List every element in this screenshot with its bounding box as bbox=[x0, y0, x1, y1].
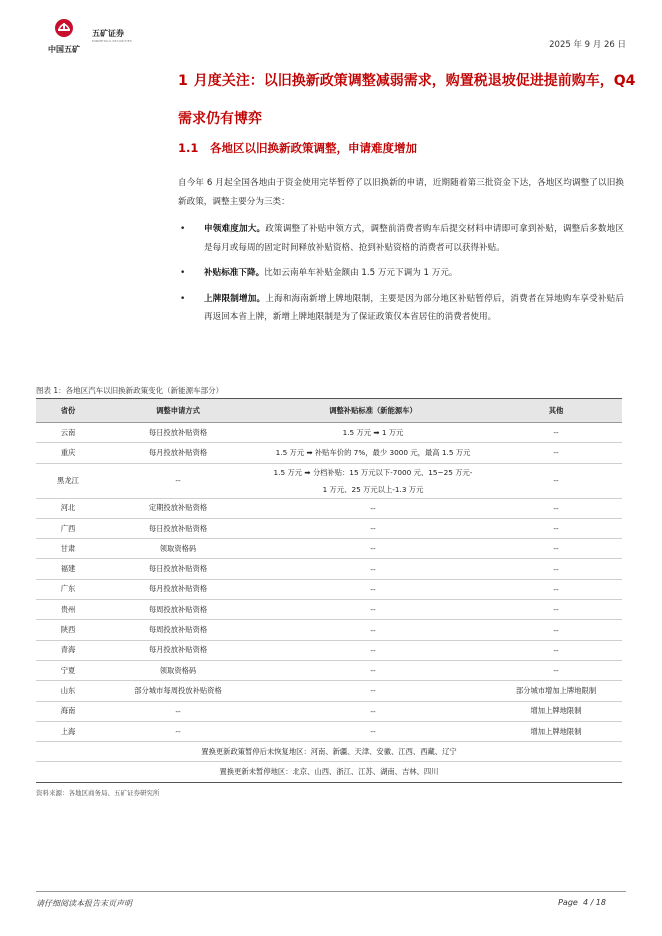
standard-cell: -- bbox=[256, 701, 490, 721]
province-cell: 上海 bbox=[36, 721, 100, 741]
bullet-item bbox=[178, 220, 624, 257]
province-cell: 山东 bbox=[36, 681, 100, 701]
other-cell: -- bbox=[490, 559, 622, 579]
summary-cell: 置换更新政策暂停后未恢复地区：河南、新疆、天津、安徽、江西、西藏、辽宁 bbox=[36, 742, 622, 762]
standard-cell: -- bbox=[256, 579, 490, 599]
method-cell: -- bbox=[100, 463, 256, 498]
minmetals-emblem-icon bbox=[54, 18, 74, 38]
standard-cell: -- bbox=[256, 681, 490, 701]
method-cell: 部分城市每周投放补贴资格 bbox=[100, 681, 256, 701]
other-cell: -- bbox=[490, 640, 622, 660]
standard-cell: -- bbox=[256, 600, 490, 620]
table-row bbox=[36, 640, 622, 660]
province-cell: 重庆 bbox=[36, 443, 100, 463]
standard-cell: -- bbox=[256, 660, 490, 680]
other-cell: -- bbox=[490, 539, 622, 559]
standard-cell bbox=[256, 463, 490, 498]
standard-cell: -- bbox=[256, 498, 490, 518]
method-cell: 领取资格码 bbox=[100, 539, 256, 559]
table-row bbox=[36, 559, 622, 579]
method-cell: 每周投放补贴资格 bbox=[100, 620, 256, 640]
table-row bbox=[36, 423, 622, 443]
policy-table bbox=[36, 398, 622, 783]
section-number: 1 bbox=[178, 73, 188, 89]
column-header: 调整申请方式 bbox=[100, 399, 256, 423]
broker-english-name: MINMETALS SECURITIES bbox=[92, 39, 132, 43]
bullet-dot-icon: • bbox=[180, 268, 186, 278]
method-cell: 每日投放补贴资格 bbox=[100, 423, 256, 443]
province-cell: 海南 bbox=[36, 701, 100, 721]
table-row bbox=[36, 660, 622, 680]
table-row bbox=[36, 463, 622, 498]
report-date: 2025 年 9 月 26 日 bbox=[549, 40, 626, 50]
province-cell: 青海 bbox=[36, 640, 100, 660]
footer-disclaimer: 请仔细阅读本报告末页声明 bbox=[36, 899, 132, 908]
method-cell: -- bbox=[100, 721, 256, 741]
column-header: 调整补贴标准（新能源车） bbox=[256, 399, 490, 423]
province-cell: 云南 bbox=[36, 423, 100, 443]
subsection-number: 1.1 bbox=[178, 141, 199, 155]
standard-cell: 1.5 万元 ➡ 补贴车价的 7%，最少 3000 元，最高 1.5 万元 bbox=[256, 443, 490, 463]
method-cell: 每月投放补贴资格 bbox=[100, 443, 256, 463]
bullet-text: 政策调整了补贴申领方式，调整前消费者购车后提交材料申请即可拿到补贴，调整后多数地区是每月或每周的固定时间释放补贴资格、抢到补贴资格的消费者可以获得补贴。 bbox=[204, 224, 624, 253]
table-row bbox=[36, 443, 622, 463]
page-label: Page bbox=[558, 898, 578, 907]
standard-cell: -- bbox=[256, 640, 490, 660]
province-cell: 河北 bbox=[36, 498, 100, 518]
column-header: 省份 bbox=[36, 399, 100, 423]
table-row bbox=[36, 498, 622, 518]
bullet-lead: 补贴标准下降。 bbox=[204, 268, 265, 278]
subsection-heading bbox=[178, 140, 417, 156]
standard-cell: -- bbox=[256, 559, 490, 579]
broker-name: 五矿证券 bbox=[92, 29, 124, 38]
table-row bbox=[36, 701, 622, 721]
bullet-text: 比如云南单车补贴金额由 1.5 万元下调为 1 万元。 bbox=[264, 268, 458, 278]
method-cell: -- bbox=[100, 701, 256, 721]
bullet-lead: 上牌限制增加。 bbox=[204, 293, 266, 304]
method-cell: 每月投放补贴资格 bbox=[100, 640, 256, 660]
page-number: 4 / 18 bbox=[582, 898, 606, 907]
other-cell: -- bbox=[490, 463, 622, 498]
standard-cell: -- bbox=[256, 518, 490, 538]
method-cell: 每日投放补贴资格 bbox=[100, 559, 256, 579]
standard-cell: -- bbox=[256, 721, 490, 741]
other-cell: -- bbox=[490, 620, 622, 640]
province-cell: 广西 bbox=[36, 518, 100, 538]
province-cell: 广东 bbox=[36, 579, 100, 599]
bullet-dot-icon: • bbox=[180, 224, 186, 234]
other-cell: 部分城市增加上牌地限制 bbox=[490, 681, 622, 701]
other-cell: -- bbox=[490, 579, 622, 599]
china-minmetals-logo bbox=[44, 18, 84, 55]
table-row bbox=[36, 600, 622, 620]
broker-logo bbox=[92, 28, 132, 43]
page-indicator bbox=[558, 898, 606, 907]
company-name: 中国五矿 bbox=[48, 45, 80, 54]
other-cell: -- bbox=[490, 443, 622, 463]
table-row bbox=[36, 620, 622, 640]
method-cell: 每月投放补贴资格 bbox=[100, 579, 256, 599]
other-cell: -- bbox=[490, 518, 622, 538]
table-summary-row bbox=[36, 762, 622, 782]
table-row bbox=[36, 579, 622, 599]
section-heading bbox=[178, 62, 638, 138]
province-cell: 福建 bbox=[36, 559, 100, 579]
bullet-list bbox=[178, 220, 624, 334]
other-cell: -- bbox=[490, 423, 622, 443]
other-cell: -- bbox=[490, 660, 622, 680]
page-header bbox=[0, 0, 662, 60]
table-row bbox=[36, 721, 622, 741]
other-cell: 增加上牌地限制 bbox=[490, 701, 622, 721]
standard-line: 1 万元、25 万元以上-1.3 万元 bbox=[322, 484, 424, 494]
figure-title: 图表 1：各地区汽车以旧换新政策变化（新能源车部分） bbox=[36, 386, 224, 395]
province-cell: 黑龙江 bbox=[36, 463, 100, 498]
table-summary-row bbox=[36, 742, 622, 762]
province-cell: 陕西 bbox=[36, 620, 100, 640]
table-header-row bbox=[36, 399, 622, 423]
bullet-lead: 申领难度加大。 bbox=[204, 224, 266, 234]
province-cell: 贵州 bbox=[36, 600, 100, 620]
province-cell: 宁夏 bbox=[36, 660, 100, 680]
standard-cell: 1.5 万元 ➡ 1 万元 bbox=[256, 423, 490, 443]
province-cell: 甘肃 bbox=[36, 539, 100, 559]
table-row bbox=[36, 681, 622, 701]
summary-cell: 置换更新未暂停地区：北京、山西、浙江、江苏、湖南、吉林、四川 bbox=[36, 762, 622, 782]
intro-paragraph: 自今年 6 月起全国各地由于资金使用完毕暂停了以旧换新的申请，近期随着第三批资金下达，各地区均调整了以旧换新政策，调整主要分为三类： bbox=[178, 178, 624, 207]
bullet-item bbox=[178, 290, 624, 327]
section-title: 月度关注：以旧换新政策调整减弱需求，购置税退坡促进提前购车，Q4 需求仍有博弈 bbox=[178, 73, 636, 127]
other-cell: -- bbox=[490, 498, 622, 518]
figure-source: 资料来源：各地区商务局、五矿证券研究所 bbox=[36, 789, 160, 797]
method-cell: 每周投放补贴资格 bbox=[100, 600, 256, 620]
standard-cell: -- bbox=[256, 620, 490, 640]
bullet-item bbox=[178, 264, 624, 283]
table-row bbox=[36, 518, 622, 538]
standard-line: 1.5 万元 ➡ 分档补贴：15 万元以下-7000 元、15~25 万元- bbox=[273, 467, 473, 477]
other-cell: -- bbox=[490, 600, 622, 620]
bullet-dot-icon: • bbox=[180, 293, 186, 304]
standard-cell: -- bbox=[256, 539, 490, 559]
method-cell: 领取资格码 bbox=[100, 660, 256, 680]
table-row bbox=[36, 539, 622, 559]
column-header: 其他 bbox=[490, 399, 622, 423]
other-cell: 增加上牌地限制 bbox=[490, 721, 622, 741]
footer-divider bbox=[36, 891, 626, 892]
subsection-title: 各地区以旧换新政策调整，申请难度增加 bbox=[210, 141, 417, 155]
bullet-text: 上海和海南新增上牌地限制，主要是因为部分地区补贴暂停后，消费者在异地购车享受补贴后再返回本省上牌，新增上牌地限制是为了保证政策仅本省居住的消费者使用。 bbox=[204, 293, 624, 322]
method-cell: 每日投放补贴资格 bbox=[100, 518, 256, 538]
method-cell: 定期投放补贴资格 bbox=[100, 498, 256, 518]
